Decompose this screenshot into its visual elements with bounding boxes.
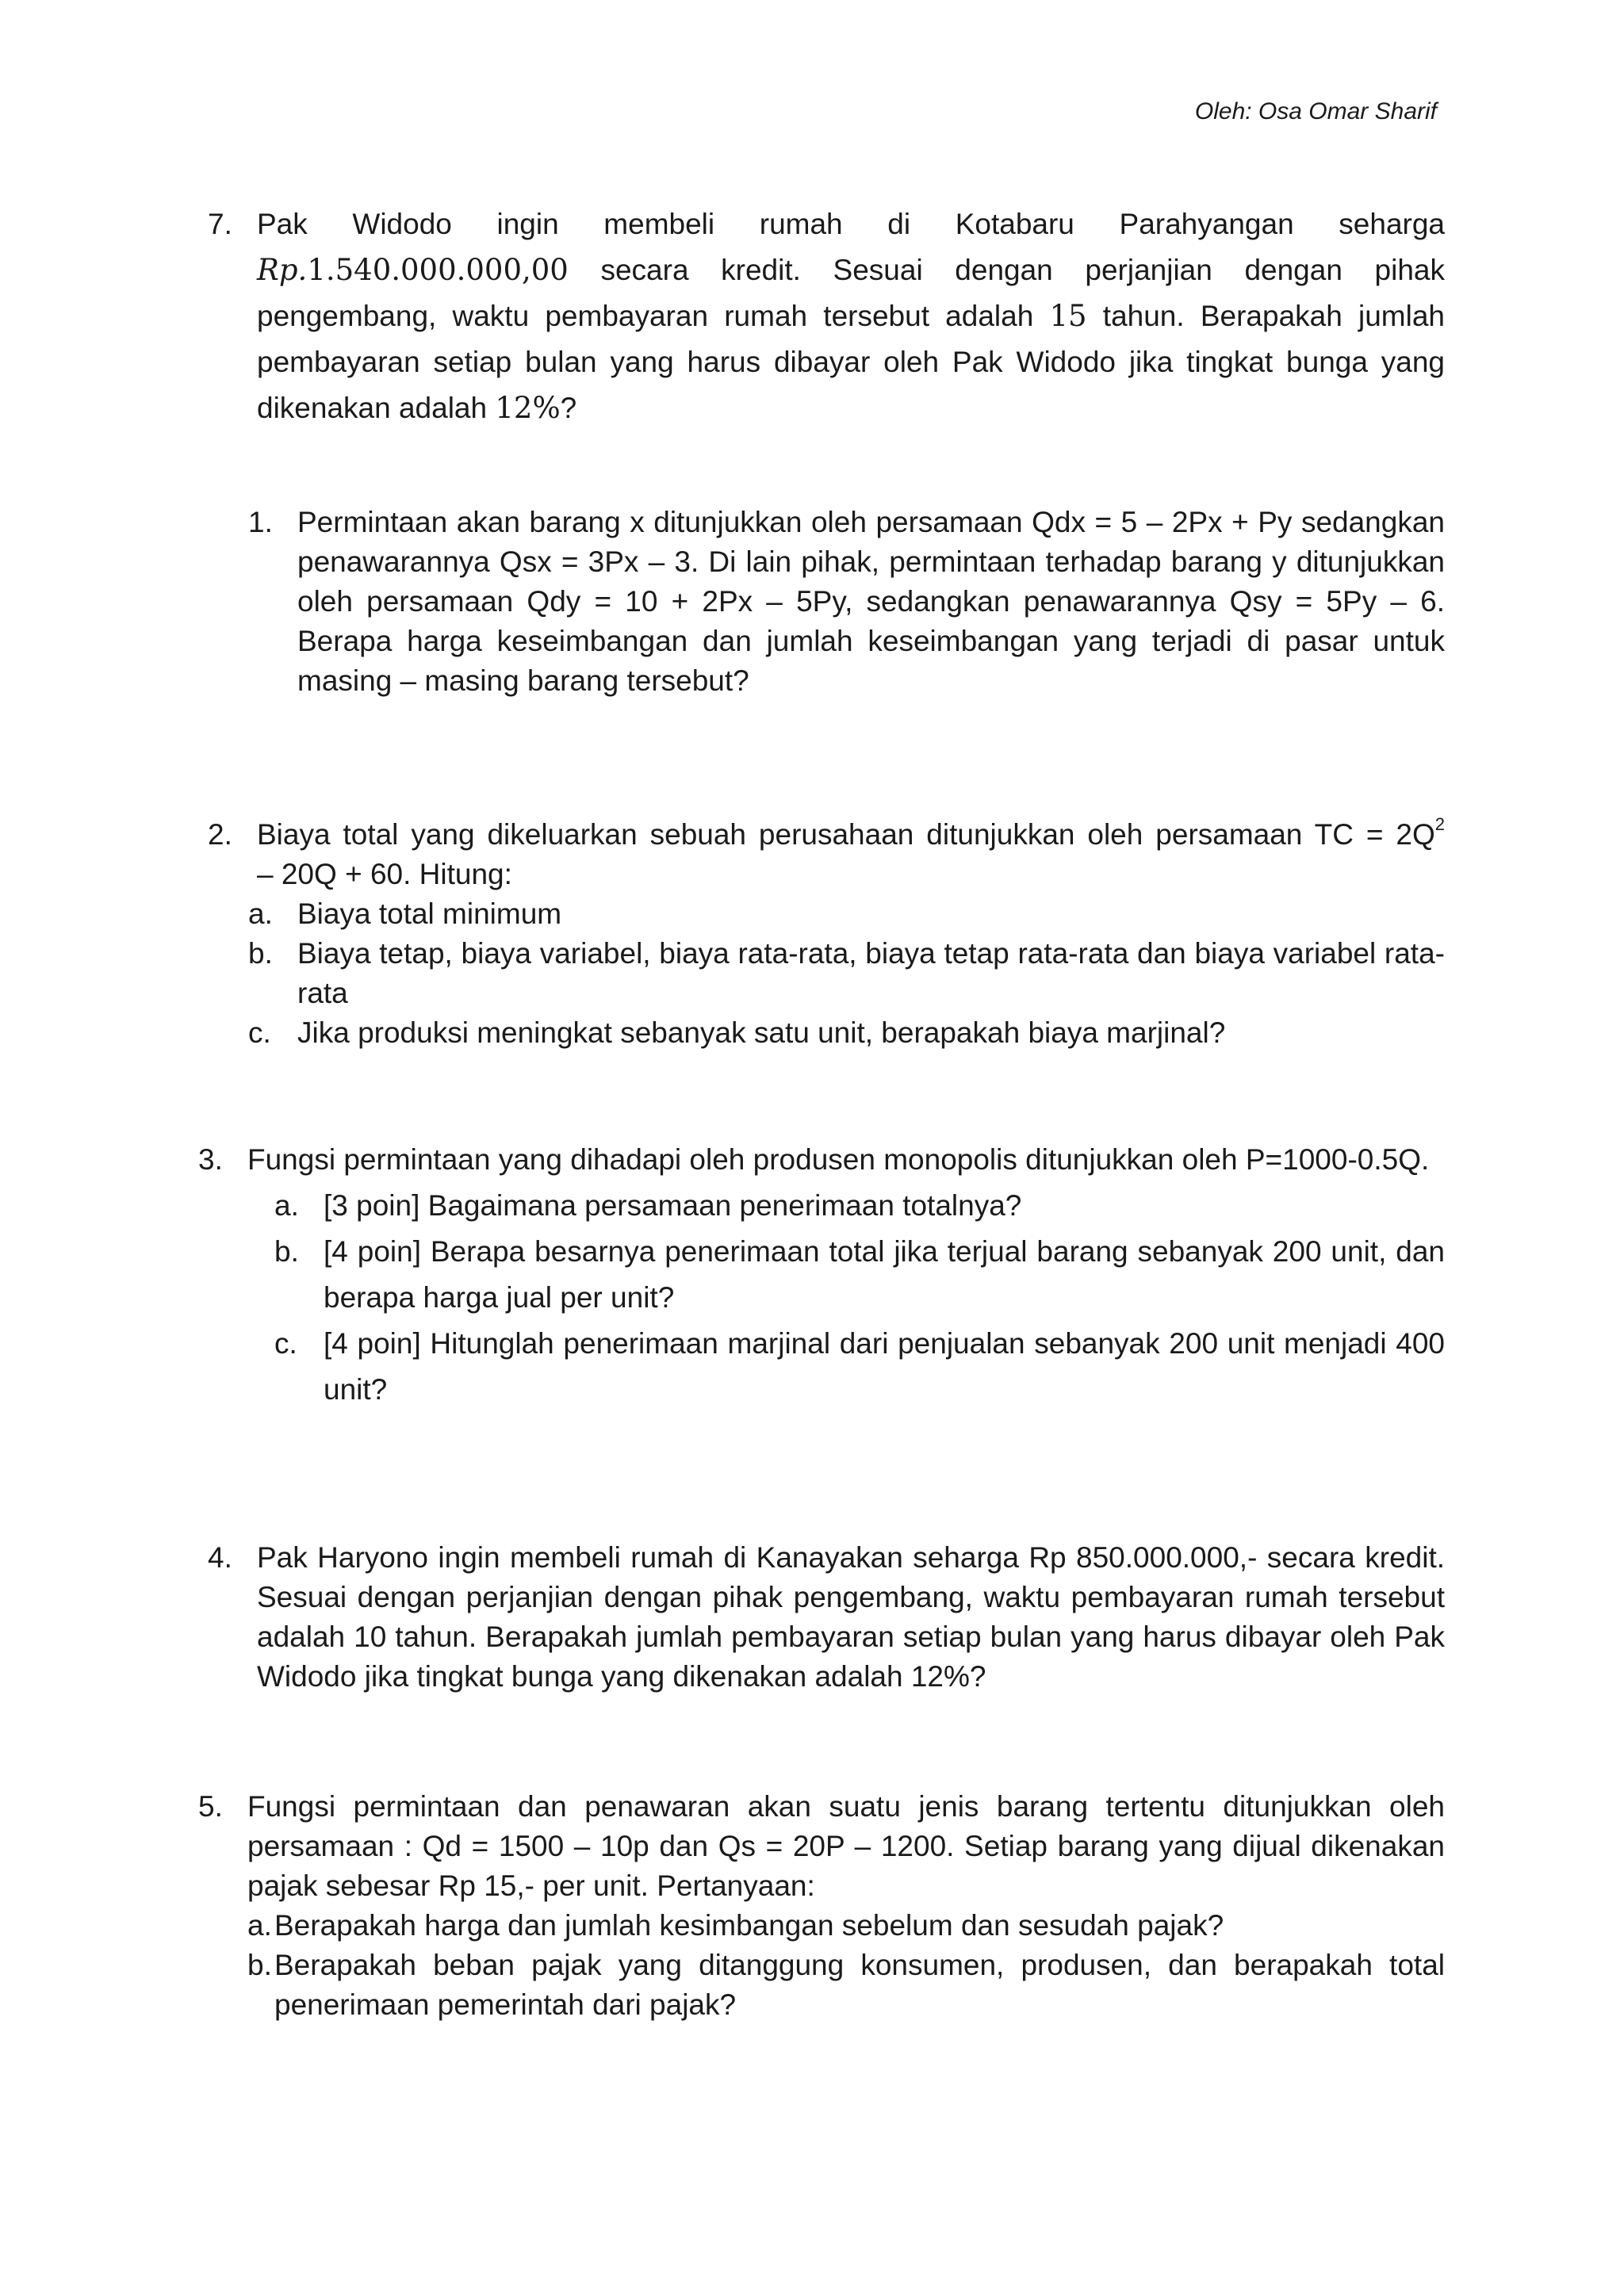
question-7-line-3-a: pengembang, waktu pembayaran rumah tersebut adalah bbox=[257, 300, 1050, 332]
item-label: a. bbox=[274, 1189, 299, 1222]
question-3-item-a bbox=[274, 1183, 1445, 1229]
question-7-line-3 bbox=[257, 293, 1445, 339]
question-5-item-b bbox=[247, 1946, 1445, 2025]
years-value: 15 bbox=[1049, 299, 1087, 333]
question-2-number: 2. bbox=[208, 818, 232, 851]
page-header-author: Oleh: Osa Omar Sharif bbox=[1194, 98, 1437, 124]
question-4-text: Pak Haryono ingin membeli rumah di Kanayakan seharga Rp 850.000.000,- secara kredit. Sesuai dengan perjanjian dengan pihak pengembang, waktu pembayaran rumah tersebut adalah 10 tahun. Berapakah jumlah pembayaran setiap bulan yang harus dibayar oleh Pak Widodo jika tingkat bunga yang dikenakan adalah 12%? bbox=[257, 1541, 1445, 1693]
item-label: c. bbox=[274, 1327, 297, 1360]
item-text: Berapakah beban pajak yang ditanggung konsumen, produsen, dan berapakah total penerimaan pemerintah dari pajak? bbox=[274, 1949, 1445, 2021]
item-label: b. bbox=[248, 937, 273, 970]
question-1-text: Permintaan akan barang x ditunjukkan oleh persamaan Qdx = 5 – 2Px + Py sedangkan penawarannya Qsx = 3Px – 3. Di lain pihak, permintaan terhadap barang y ditunjukkan oleh persamaan Qdy = 10 + 2Px – 5Py, sedangkan penawarannya Qsy = 5Py – 6. Berapa harga keseimbangan dan jumlah keseimbangan yang terjadi di pasar untuk masing – masing barang tersebut? bbox=[297, 506, 1445, 697]
question-2-line-1 bbox=[257, 815, 1445, 855]
question-2-text-a: Biaya total yang dikeluarkan sebuah perusahaan ditunjukkan oleh persamaan TC = 2Q bbox=[257, 818, 1435, 851]
question-7-number: 7. bbox=[208, 208, 232, 240]
question-1-number: 1. bbox=[248, 506, 273, 538]
question-3-number: 3. bbox=[198, 1143, 223, 1176]
rate-value: 12% bbox=[495, 391, 561, 425]
item-label: b. bbox=[247, 1949, 272, 1981]
item-label: a. bbox=[247, 1909, 272, 1942]
question-3-text: Fungsi permintaan yang dihadapi oleh produsen monopolis ditunjukkan oleh P=1000-0.5Q. bbox=[247, 1143, 1430, 1176]
item-text: Jika produksi meningkat sebanyak satu unit, berapakah biaya marjinal? bbox=[297, 1016, 1226, 1049]
question-5 bbox=[198, 1787, 1445, 2025]
question-4-number: 4. bbox=[208, 1541, 232, 1574]
exponent: 2 bbox=[1434, 814, 1445, 834]
question-7-line-2-rest: secara kredit. Sesuai dengan perjanjian dengan pihak bbox=[568, 254, 1445, 286]
question-7-line-4: pembayaran setiap bulan yang harus dibayar oleh Pak Widodo jika tingkat bunga yang bbox=[257, 346, 1445, 378]
question-2 bbox=[208, 815, 1445, 1053]
question-3-item-c bbox=[274, 1321, 1445, 1413]
item-text: Biaya tetap, biaya variabel, biaya rata-rata, biaya tetap rata-rata dan biaya variabel rata-rata bbox=[297, 937, 1445, 1009]
item-text: [3 poin] Bagaimana persamaan penerimaan totalnya? bbox=[324, 1189, 1022, 1222]
question-3 bbox=[198, 1137, 1445, 1413]
question-7-line-3-b: tahun. Berapakah jumlah bbox=[1086, 300, 1446, 332]
question-2-line-2: – 20Q + 60. Hitung: bbox=[257, 858, 512, 890]
question-5-number: 5. bbox=[198, 1790, 223, 1823]
question-2-item-a bbox=[248, 894, 1445, 934]
question-7-line-2 bbox=[257, 247, 1445, 293]
item-text: Berapakah harga dan jumlah kesimbangan sebelum dan sesudah pajak? bbox=[274, 1909, 1224, 1942]
item-text: [4 poin] Hitunglah penerimaan marjinal dari penjualan sebanyak 200 unit menjadi 400 unit? bbox=[324, 1327, 1445, 1406]
item-text: [4 poin] Berapa besarnya penerimaan total jika terjual barang sebanyak 200 unit, dan berapa harga jual per unit? bbox=[324, 1235, 1445, 1314]
price-prefix: Rp. bbox=[257, 253, 308, 287]
question-5-text: Fungsi permintaan dan penawaran akan suatu jenis barang tertentu ditunjukkan oleh persamaan : Qd = 1500 – 10p dan Qs = 20P – 1200. Setiap barang yang dijual dikenakan pajak sebesar Rp 15,- per unit. Pertanyaan: bbox=[247, 1790, 1445, 1902]
question-2-item-c bbox=[248, 1013, 1445, 1053]
item-label: c. bbox=[248, 1016, 271, 1049]
price-value: 1.540.000.000,00 bbox=[307, 253, 569, 287]
question-7-line-5 bbox=[257, 385, 1445, 431]
item-text: Biaya total minimum bbox=[297, 897, 562, 930]
item-label: b. bbox=[274, 1235, 299, 1268]
question-7-line-5-a: dikenakan adalah bbox=[257, 392, 496, 424]
question-5-item-a bbox=[247, 1906, 1445, 1946]
question-2-item-b bbox=[248, 934, 1445, 1013]
question-7-line-1: Pak Widodo ingin membeli rumah di Kotabaru Parahyangan seharga bbox=[257, 208, 1445, 240]
item-label: a. bbox=[248, 897, 273, 930]
question-7 bbox=[208, 201, 1445, 431]
question-7-line-5-b: ? bbox=[560, 392, 577, 424]
question-1 bbox=[248, 503, 1445, 701]
question-4 bbox=[208, 1538, 1445, 1697]
question-3-item-b bbox=[274, 1229, 1445, 1321]
